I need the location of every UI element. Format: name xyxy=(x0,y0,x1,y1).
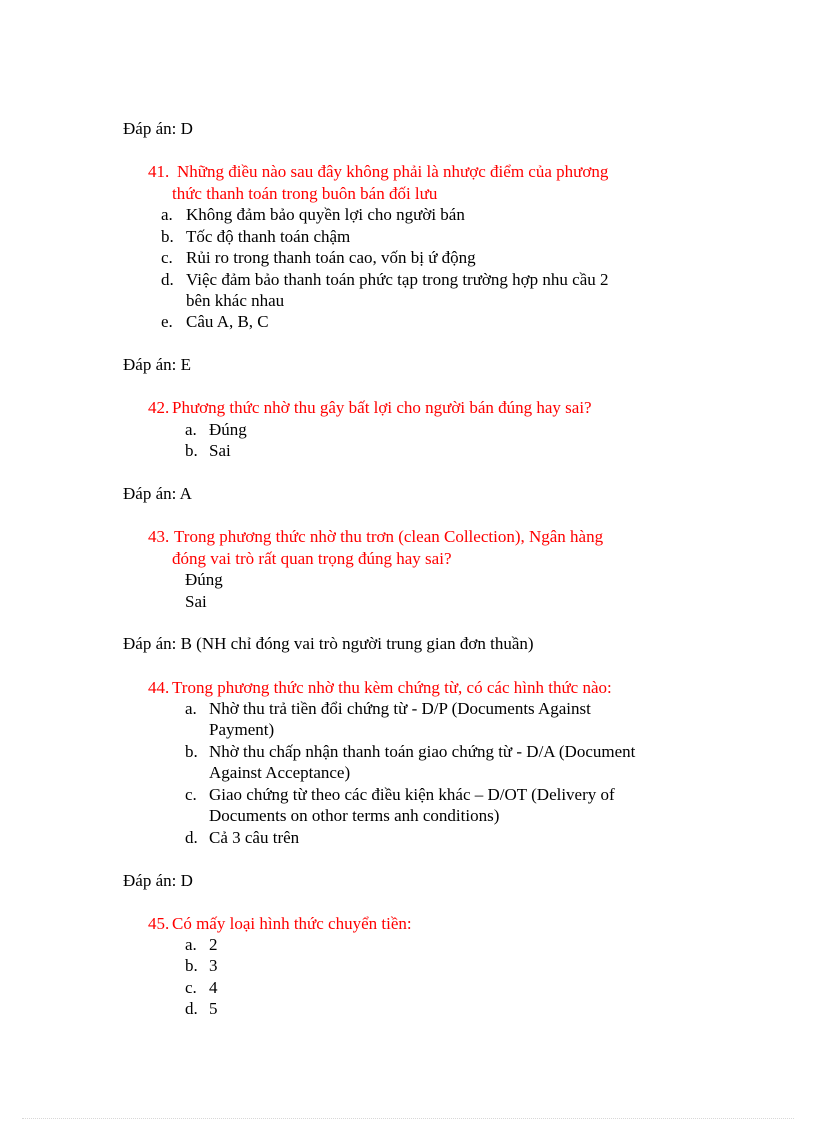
answer-41: Đáp án: E xyxy=(123,355,191,374)
option-text: Việc đảm bảo thanh toán phức tạp trong trường hợp nhu cầu 2 xyxy=(186,270,609,289)
answer-42: Đáp án: A xyxy=(123,484,192,503)
option-text: Câu A, B, C xyxy=(186,312,269,331)
question-44-text: Trong phương thức nhờ thu kèm chứng từ, có các hình thức nào: xyxy=(172,678,612,697)
option-text: 3 xyxy=(209,956,218,975)
option-letter: c. xyxy=(185,785,197,804)
option-letter: b. xyxy=(161,227,174,246)
option-letter: b. xyxy=(185,441,198,460)
option-letter: c. xyxy=(161,248,173,267)
question-41-text-line2: thức thanh toán trong buôn bán đối lưu xyxy=(172,184,438,203)
option-text: Sai xyxy=(209,441,231,460)
option-text: Đúng xyxy=(209,420,247,439)
option-letter: b. xyxy=(185,742,198,761)
option-text-continued: Against Acceptance) xyxy=(209,763,351,782)
option-letter: d. xyxy=(161,270,174,289)
option-text: Cả 3 câu trên xyxy=(209,828,300,847)
question-42-text: Phương thức nhờ thu gây bất lợi cho người bán đúng hay sai? xyxy=(172,398,592,417)
question-44-number: 44. xyxy=(148,678,170,697)
option-text: Nhờ thu trả tiền đổi chứng từ - D/P (Documents Against xyxy=(209,699,591,718)
answer-43: Đáp án: B (NH chỉ đóng vai trò người trung gian đơn thuần) xyxy=(123,634,534,653)
option-letter: d. xyxy=(185,999,198,1018)
option-text: Không đảm bảo quyền lợi cho người bán xyxy=(186,205,465,224)
option-text: 5 xyxy=(209,999,218,1018)
option-letter: b. xyxy=(185,956,198,975)
question-45-text: Có mấy loại hình thức chuyển tiền: xyxy=(172,914,412,933)
question-43-number: 43. xyxy=(148,527,170,546)
question-41-number: 41. xyxy=(148,162,170,181)
question-43-text-line2: đóng vai trò rất quan trọng đúng hay sai? xyxy=(172,549,452,568)
option-letter: a. xyxy=(185,420,197,439)
option-text: 2 xyxy=(209,935,218,954)
option-letter: c. xyxy=(185,978,197,997)
option-text: Sai xyxy=(185,592,207,611)
answer-40: Đáp án: D xyxy=(123,119,193,138)
option-letter: a. xyxy=(185,699,197,718)
question-41-text-line1: Những điều nào sau đây không phải là nhược điểm của phương xyxy=(177,162,609,181)
question-42-number: 42. xyxy=(148,398,170,417)
option-text: Rủi ro trong thanh toán cao, vốn bị ứ động xyxy=(186,248,476,267)
option-text-continued: bên khác nhau xyxy=(186,291,285,310)
option-text-continued: Payment) xyxy=(209,720,275,739)
option-text: Tốc độ thanh toán chậm xyxy=(186,227,351,246)
option-letter: a. xyxy=(185,935,197,954)
question-45-number: 45. xyxy=(148,914,170,933)
option-letter: e. xyxy=(161,312,173,331)
option-text: 4 xyxy=(209,978,218,997)
option-letter: d. xyxy=(185,828,198,847)
option-text: Đúng xyxy=(185,570,223,589)
option-letter: a. xyxy=(161,205,173,224)
option-text-continued: Documents on othor terms anh conditions) xyxy=(209,806,500,825)
page-footer-divider xyxy=(22,1118,794,1119)
answer-44: Đáp án: D xyxy=(123,871,193,890)
option-text: Giao chứng từ theo các điều kiện khác – D/OT (Delivery of xyxy=(209,785,615,804)
option-text: Nhờ thu chấp nhận thanh toán giao chứng từ - D/A (Document xyxy=(209,742,636,761)
question-43-text-line1: Trong phương thức nhờ thu trơn (clean Collection), Ngân hàng xyxy=(174,527,604,546)
